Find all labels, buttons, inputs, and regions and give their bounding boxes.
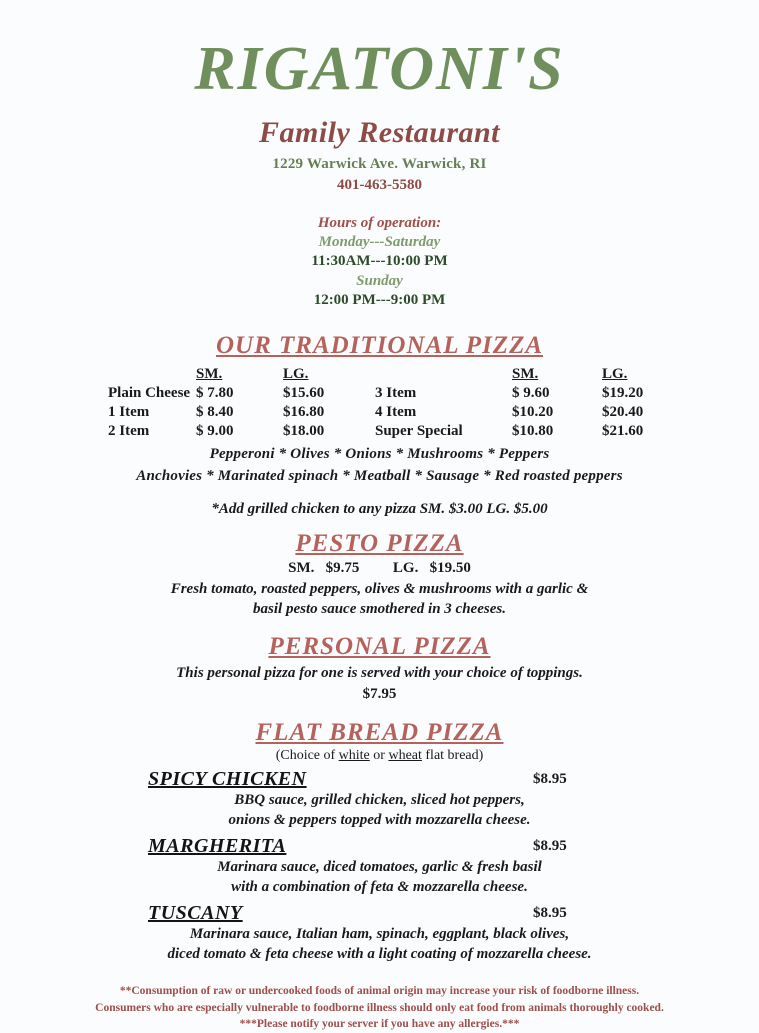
price-cell: $10.20 <box>512 403 554 420</box>
column-header-lg-right: LG. <box>602 365 628 382</box>
flatbread-item-name: MARGHERITA <box>148 834 287 857</box>
flatbread-item-price: $8.95 <box>533 770 567 787</box>
disclaimer-line-2: Consumers who are especially vulnerable to foodborne illness should only eat food from animals thoroughly cooked. <box>95 1001 664 1014</box>
hours-weekday-days: Monday---Saturday <box>318 234 441 251</box>
table-row: 1 Item <box>108 403 150 420</box>
price-cell: $19.20 <box>602 384 644 401</box>
price-cell: $21.60 <box>602 422 644 439</box>
table-row: Plain Cheese <box>108 384 191 401</box>
pesto-description-line-2: basil pesto sauce smothered in 3 cheeses. <box>253 600 506 617</box>
flatbread-item-price: $8.95 <box>533 904 567 921</box>
price-cell: $20.40 <box>602 403 644 420</box>
hours-title: Hours of operation: <box>317 215 442 231</box>
choice-wheat: wheat <box>388 747 422 763</box>
pesto-lg-price: $19.50 <box>429 560 471 577</box>
price-cell: $15.60 <box>283 384 325 401</box>
personal-pizza-price: $7.95 <box>362 685 397 702</box>
restaurant-name: RIGATONI'S <box>194 35 565 103</box>
flatbread-item-desc-line-1: Marinara sauce, Italian ham, spinach, eggplant, black olives, <box>189 925 570 942</box>
flatbread-item-name: SPICY CHICKEN <box>148 767 307 790</box>
restaurant-tagline: Family Restaurant <box>258 116 501 149</box>
table-row: Super Special <box>375 422 463 439</box>
pesto-sm-price: $9.75 <box>325 560 360 577</box>
column-header-sm-left: SM. <box>196 365 223 382</box>
personal-pizza-section <box>0 633 759 703</box>
list-item <box>0 768 759 831</box>
flatbread-item-name: TUSCANY <box>148 901 243 924</box>
flatbread-pizza-heading: FLAT BREAD PIZZA <box>255 718 504 746</box>
disclaimer-line-1: **Consumption of raw or undercooked foods of animal origin may increase your risk of foodborne illness. <box>119 984 640 997</box>
table-row: 3 Item <box>375 384 417 401</box>
choice-white: white <box>338 747 370 763</box>
restaurant-address: 1229 Warwick Ave. Warwick, RI <box>272 156 487 172</box>
list-item <box>0 902 759 965</box>
menu-header <box>0 0 759 194</box>
hours-weekend-times: 12:00 PM---9:00 PM <box>313 291 446 308</box>
hours-weekday-times: 11:30AM---10:00 PM <box>311 253 448 270</box>
pesto-description-line-1: Fresh tomato, roasted peppers, olives & mushrooms with a garlic & <box>170 581 589 598</box>
traditional-pizza-section <box>0 332 759 360</box>
toppings-line-1: Pepperoni * Olives * Onions * Mushrooms * Peppers <box>209 445 550 462</box>
flatbread-pizza-section <box>0 719 759 965</box>
restaurant-phone: 401-463-5580 <box>337 177 422 193</box>
pesto-lg-label: LG. <box>392 560 419 577</box>
price-cell: $16.80 <box>283 403 325 420</box>
flatbread-item-desc-line-1: Marinara sauce, diced tomatoes, garlic & fresh basil <box>217 858 542 875</box>
personal-pizza-heading: PERSONAL PIZZA <box>268 633 491 661</box>
pesto-pizza-section <box>0 530 759 619</box>
traditional-pizza-heading: OUR TRADITIONAL PIZZA <box>215 331 544 359</box>
price-cell: $ 9.60 <box>512 384 550 401</box>
choice-prefix: (Choice of <box>275 747 339 763</box>
flatbread-choice-note <box>0 748 759 764</box>
flatbread-item-desc-line-2: with a combination of feta & mozzarella cheese. <box>231 879 528 896</box>
hours-block <box>0 214 759 310</box>
list-item <box>0 835 759 898</box>
price-cell: $ 7.80 <box>196 384 234 401</box>
pesto-sm-label: SM. <box>288 560 315 577</box>
price-cell: $18.00 <box>283 422 325 439</box>
table-row: 2 Item <box>108 422 150 439</box>
table-row: 4 Item <box>375 403 417 420</box>
disclaimer-line-3: ***Please notify your server if you have any allergies.*** <box>239 1018 520 1031</box>
toppings-list <box>0 444 759 488</box>
footer-disclaimer <box>0 983 759 1033</box>
flatbread-item-price: $8.95 <box>533 837 567 854</box>
flatbread-item-desc-line-2: diced tomato & feta cheese with a light coating of mozzarella cheese. <box>167 946 592 963</box>
price-cell: $ 8.40 <box>196 403 234 420</box>
toppings-line-2: Anchovies * Marinated spinach * Meatball * Sausage * Red roasted peppers <box>136 467 623 484</box>
choice-middle: or <box>369 747 389 763</box>
column-header-sm-right: SM. <box>512 365 539 382</box>
flatbread-item-desc-line-1: BBQ sauce, grilled chicken, sliced hot peppers, <box>234 791 525 808</box>
flatbread-item-desc-line-2: onions & peppers topped with mozzarella cheese. <box>228 812 531 829</box>
hours-weekend-days: Sunday <box>356 272 403 289</box>
traditional-pizza-price-table <box>0 366 759 438</box>
choice-suffix: flat bread) <box>421 747 484 763</box>
personal-pizza-description: This personal pizza for one is served with your choice of toppings. <box>176 665 583 682</box>
price-cell: $ 9.00 <box>196 422 234 439</box>
pesto-pizza-heading: PESTO PIZZA <box>295 530 464 558</box>
grilled-chicken-addon: *Add grilled chicken to any pizza SM. $3.00 LG. $5.00 <box>211 501 548 518</box>
pesto-price-line <box>0 560 759 577</box>
column-header-lg-left: LG. <box>283 365 309 382</box>
price-cell: $10.80 <box>512 422 554 439</box>
